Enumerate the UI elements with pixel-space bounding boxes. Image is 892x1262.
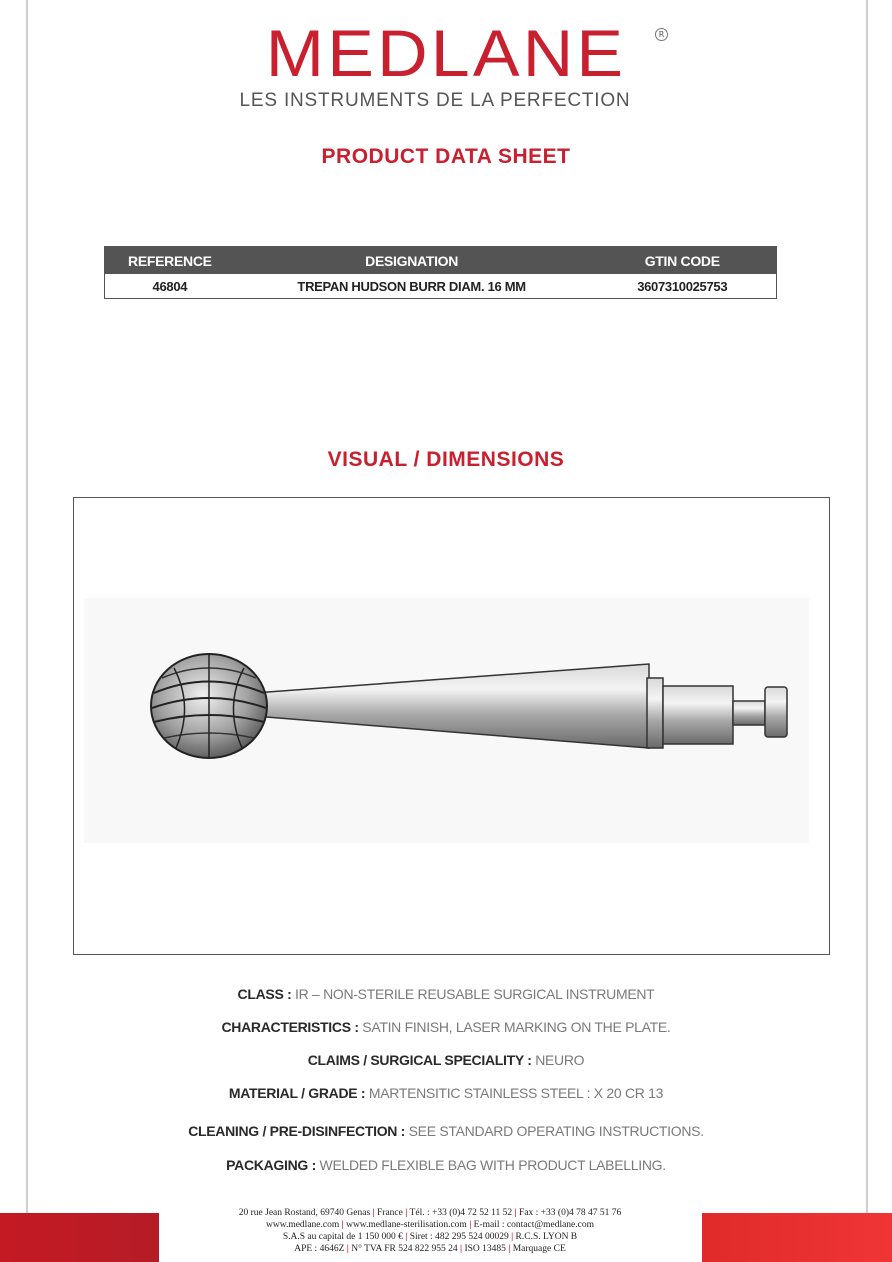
cell-gtin-code: 3607310025753 bbox=[637, 278, 728, 294]
header-reference: REFERENCE bbox=[105, 247, 235, 275]
footer-country: France bbox=[377, 1208, 403, 1218]
spec-packaging bbox=[0, 1157, 892, 1173]
company-footer bbox=[190, 1207, 670, 1255]
cell-designation: TREPAN HUDSON BURR DIAM. 16 MM bbox=[297, 278, 526, 294]
spec-characteristics bbox=[0, 1019, 892, 1035]
footer-ape: APE : 4646Z bbox=[294, 1244, 345, 1254]
table-row bbox=[105, 274, 777, 299]
reference-table bbox=[104, 246, 777, 299]
logo-tagline: LES INSTRUMENTS DE LA PERFECTION bbox=[239, 90, 631, 111]
spec-characteristics-value: SATIN FINISH, LASER MARKING ON THE PLATE. bbox=[362, 1019, 671, 1035]
product-data-sheet-title: PRODUCT DATA SHEET bbox=[321, 145, 571, 168]
spec-packaging-value: WELDED FLEXIBLE BAG WITH PRODUCT LABELLING. bbox=[319, 1157, 666, 1173]
footer-phone: Tél. : +33 (0)4 72 52 11 52 bbox=[409, 1208, 513, 1218]
header-gtin-code: GTIN CODE bbox=[588, 247, 776, 275]
logo-wordmark: MEDLANE bbox=[265, 16, 627, 90]
footer-sterilisation-link[interactable]: www.medlane-sterilisation.com bbox=[346, 1220, 467, 1230]
footer-rcs: R.C.S. LYON B bbox=[515, 1232, 578, 1242]
spec-claims-label: CLAIMS / SURGICAL SPECIALITY : bbox=[307, 1052, 532, 1068]
footer-line-web: www.medlane.com | www.medlane-sterilisation.com | E-mail : contact@medlane.com bbox=[265, 1220, 594, 1230]
spec-class-label: CLASS : bbox=[237, 986, 292, 1002]
spec-material bbox=[0, 1085, 892, 1101]
footer-email-link[interactable]: E-mail : contact@medlane.com bbox=[473, 1220, 594, 1230]
footer-line-legal: S.A.S au capital de 1 150 000 € | Siret : 482 295 524 00029 | R.C.S. LYON B bbox=[282, 1232, 578, 1242]
footer-siret: Siret : 482 295 524 00029 bbox=[409, 1232, 509, 1242]
footer-line-address: 20 rue Jean Rostand, 69740 Genas | France | Tél. : +33 (0)4 72 52 11 52 | Fax : +33 (0)4 78 47 51 76 bbox=[238, 1208, 622, 1218]
footer-website-link[interactable]: www.medlane.com bbox=[265, 1220, 340, 1230]
footer-vat: N° TVA FR 524 822 955 24 bbox=[351, 1244, 458, 1254]
spec-cleaning-value: SEE STANDARD OPERATING INSTRUCTIONS. bbox=[408, 1123, 704, 1139]
visual-dimensions-title: VISUAL / DIMENSIONS bbox=[327, 448, 565, 471]
registered-mark: R bbox=[655, 28, 668, 41]
spec-claims-value: NEURO bbox=[535, 1052, 585, 1068]
spec-material-label: MATERIAL / GRADE : bbox=[228, 1085, 366, 1101]
spec-cleaning bbox=[0, 1123, 892, 1139]
footer-red-bar-left bbox=[0, 1213, 159, 1262]
footer-iso: ISO 13485 bbox=[464, 1244, 506, 1254]
footer-capital: S.A.S au capital de 1 150 000 € bbox=[282, 1232, 403, 1242]
medlane-logo bbox=[0, 18, 892, 88]
spec-packaging-label: PACKAGING : bbox=[226, 1157, 316, 1173]
spec-characteristics-label: CHARACTERISTICS : bbox=[221, 1019, 359, 1035]
spec-material-value: MARTENSITIC STAINLESS STEEL : X 20 CR 13 bbox=[368, 1085, 664, 1101]
footer-address: 20 rue Jean Rostand, 69740 Genas bbox=[238, 1208, 371, 1218]
spec-class bbox=[0, 986, 892, 1002]
spec-claims bbox=[0, 1052, 892, 1068]
footer-fax: Fax : +33 (0)4 78 47 51 76 bbox=[519, 1208, 622, 1218]
footer-line-certs: APE : 4646Z | N° TVA FR 524 822 955 24 | ISO 13485 | Marquage CE bbox=[294, 1244, 566, 1254]
footer-ce-marking: Marquage CE bbox=[512, 1244, 566, 1254]
header-designation: DESIGNATION bbox=[235, 247, 589, 275]
table-header-row bbox=[105, 247, 777, 275]
spec-cleaning-label: CLEANING / PRE-DISINFECTION : bbox=[188, 1123, 406, 1139]
spec-class-value: IR – NON-STERILE REUSABLE SURGICAL INSTRUMENT bbox=[295, 986, 655, 1002]
footer-red-bar-right bbox=[702, 1213, 892, 1262]
product-visual-frame bbox=[73, 497, 830, 955]
trepan-burr-illustration bbox=[84, 598, 819, 848]
cell-reference: 46804 bbox=[152, 278, 188, 294]
